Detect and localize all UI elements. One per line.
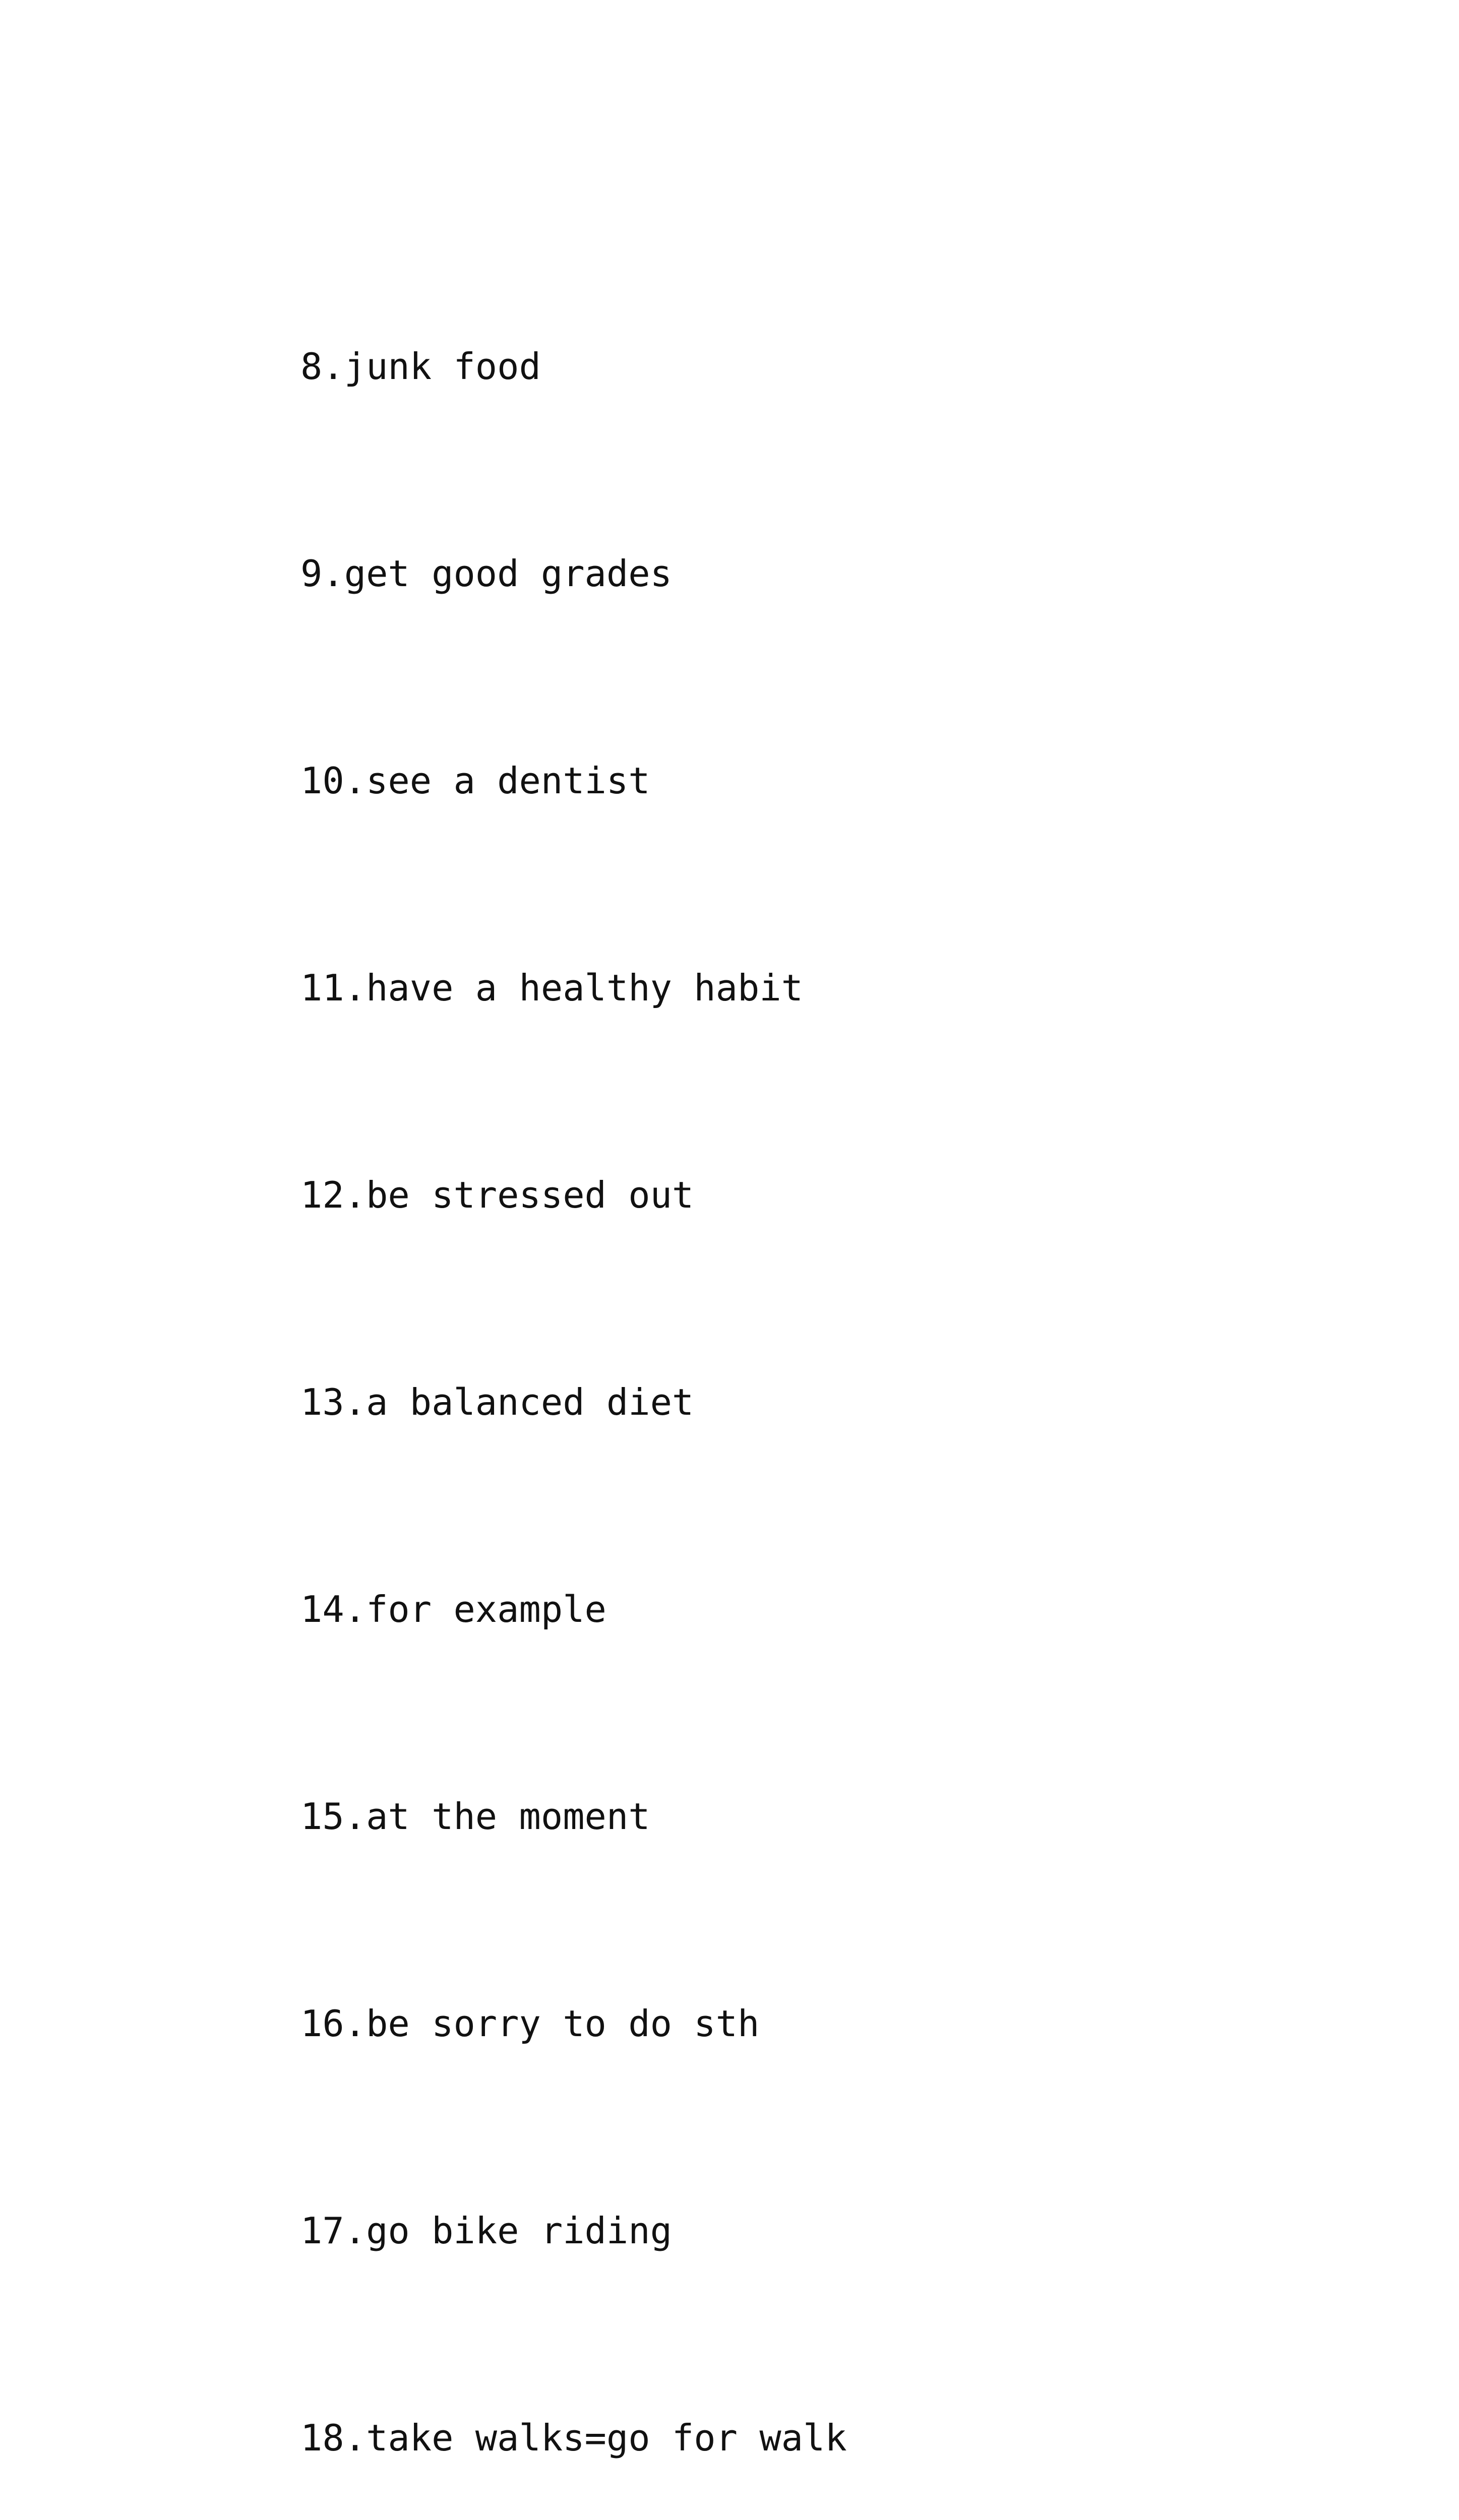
item-phrase: junk food — [344, 345, 541, 388]
item-phrase: for example — [366, 1588, 606, 1630]
item-phrase: get good grades — [344, 552, 672, 595]
list-item — [300, 332, 847, 401]
item-number: 15 . — [300, 1782, 366, 1851]
item-number: 13 . — [300, 1368, 366, 1437]
list-item — [300, 1989, 847, 2058]
item-number: 9 . — [300, 539, 344, 608]
item-phrase: see a dentist — [366, 760, 650, 802]
list-item — [300, 1782, 847, 1851]
item-number: 16 . — [300, 1989, 366, 2058]
item-phrase: have a healthy habit — [366, 967, 804, 1009]
list-item — [300, 2196, 847, 2265]
item-number: 18 . — [300, 2404, 366, 2473]
item-phrase: go bike riding — [366, 2210, 672, 2252]
list-item — [300, 1575, 847, 1644]
item-number: 17 . — [300, 2196, 366, 2265]
item-number: 8 . — [300, 332, 344, 401]
list-item — [300, 954, 847, 1023]
item-phrase: be stressed out — [366, 1174, 694, 1216]
list-item — [300, 746, 847, 815]
list-item — [300, 1161, 847, 1230]
list-item — [300, 1368, 847, 1437]
item-phrase: take walks=go for walk — [366, 2417, 847, 2459]
item-number: 11 . — [300, 954, 366, 1023]
item-number: 12 . — [300, 1161, 366, 1230]
item-number: 14 . — [300, 1575, 366, 1644]
list-item — [300, 539, 847, 608]
item-phrase: be sorry to do sth — [366, 2002, 760, 2045]
phrase-list — [300, 194, 847, 2520]
item-number: 10 . — [300, 746, 366, 815]
item-phrase: at the moment — [366, 1795, 650, 1838]
list-item — [300, 2404, 847, 2473]
item-phrase: a balanced diet — [366, 1381, 694, 1423]
